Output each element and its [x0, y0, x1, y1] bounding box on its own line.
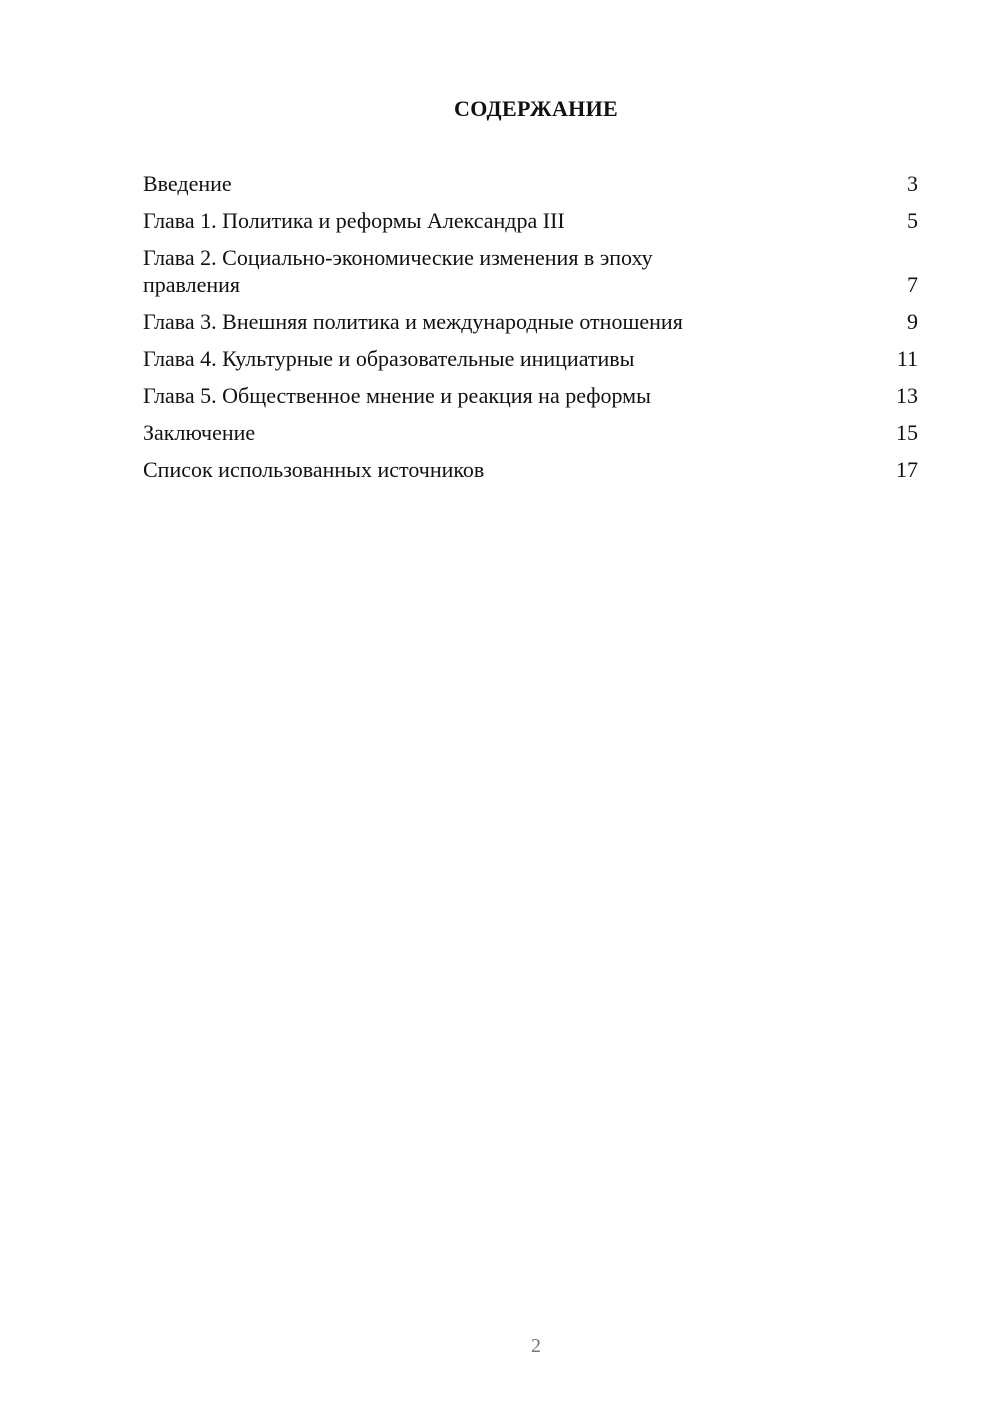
toc-entry [143, 308, 918, 335]
toc-entry-page: 9 [907, 309, 918, 334]
toc-entry-page: 7 [907, 272, 918, 297]
toc-entry-text: Глава 2. Социально-экономические изменения в эпоху правления [143, 245, 653, 297]
toc-entry-page: 17 [896, 457, 918, 482]
toc-entry-page: 15 [896, 420, 918, 445]
page-number: 2 [531, 1335, 541, 1357]
toc-entry-text: Глава 4. Культурные и образовательные инициативы [143, 346, 635, 371]
toc-entry-page: 5 [907, 208, 918, 233]
toc-entry-text: Заключение [143, 420, 256, 445]
toc-entry [143, 244, 918, 298]
toc-entry [143, 419, 918, 446]
toc-entry-text: Глава 3. Внешняя политика и международные отношения [143, 309, 683, 334]
toc-entry [143, 345, 918, 372]
toc-entry-text: Глава 1. Политика и реформы Александра III [143, 208, 565, 233]
toc-entry-page: 3 [907, 171, 918, 196]
toc-entry-text: Глава 5. Общественное мнение и реакция на реформы [143, 383, 651, 408]
toc-title: СОДЕРЖАНИЕ [454, 96, 618, 121]
toc-entry-text: Список использованных источников [143, 457, 485, 482]
toc-entry-text: Введение [143, 171, 232, 196]
toc-entry [143, 456, 918, 483]
toc-entry [143, 207, 918, 234]
table-of-contents [143, 170, 918, 493]
toc-entry [143, 170, 918, 197]
toc-entry-page: 13 [896, 383, 918, 408]
toc-entry-page: 11 [896, 346, 918, 371]
toc-entry [143, 382, 918, 409]
